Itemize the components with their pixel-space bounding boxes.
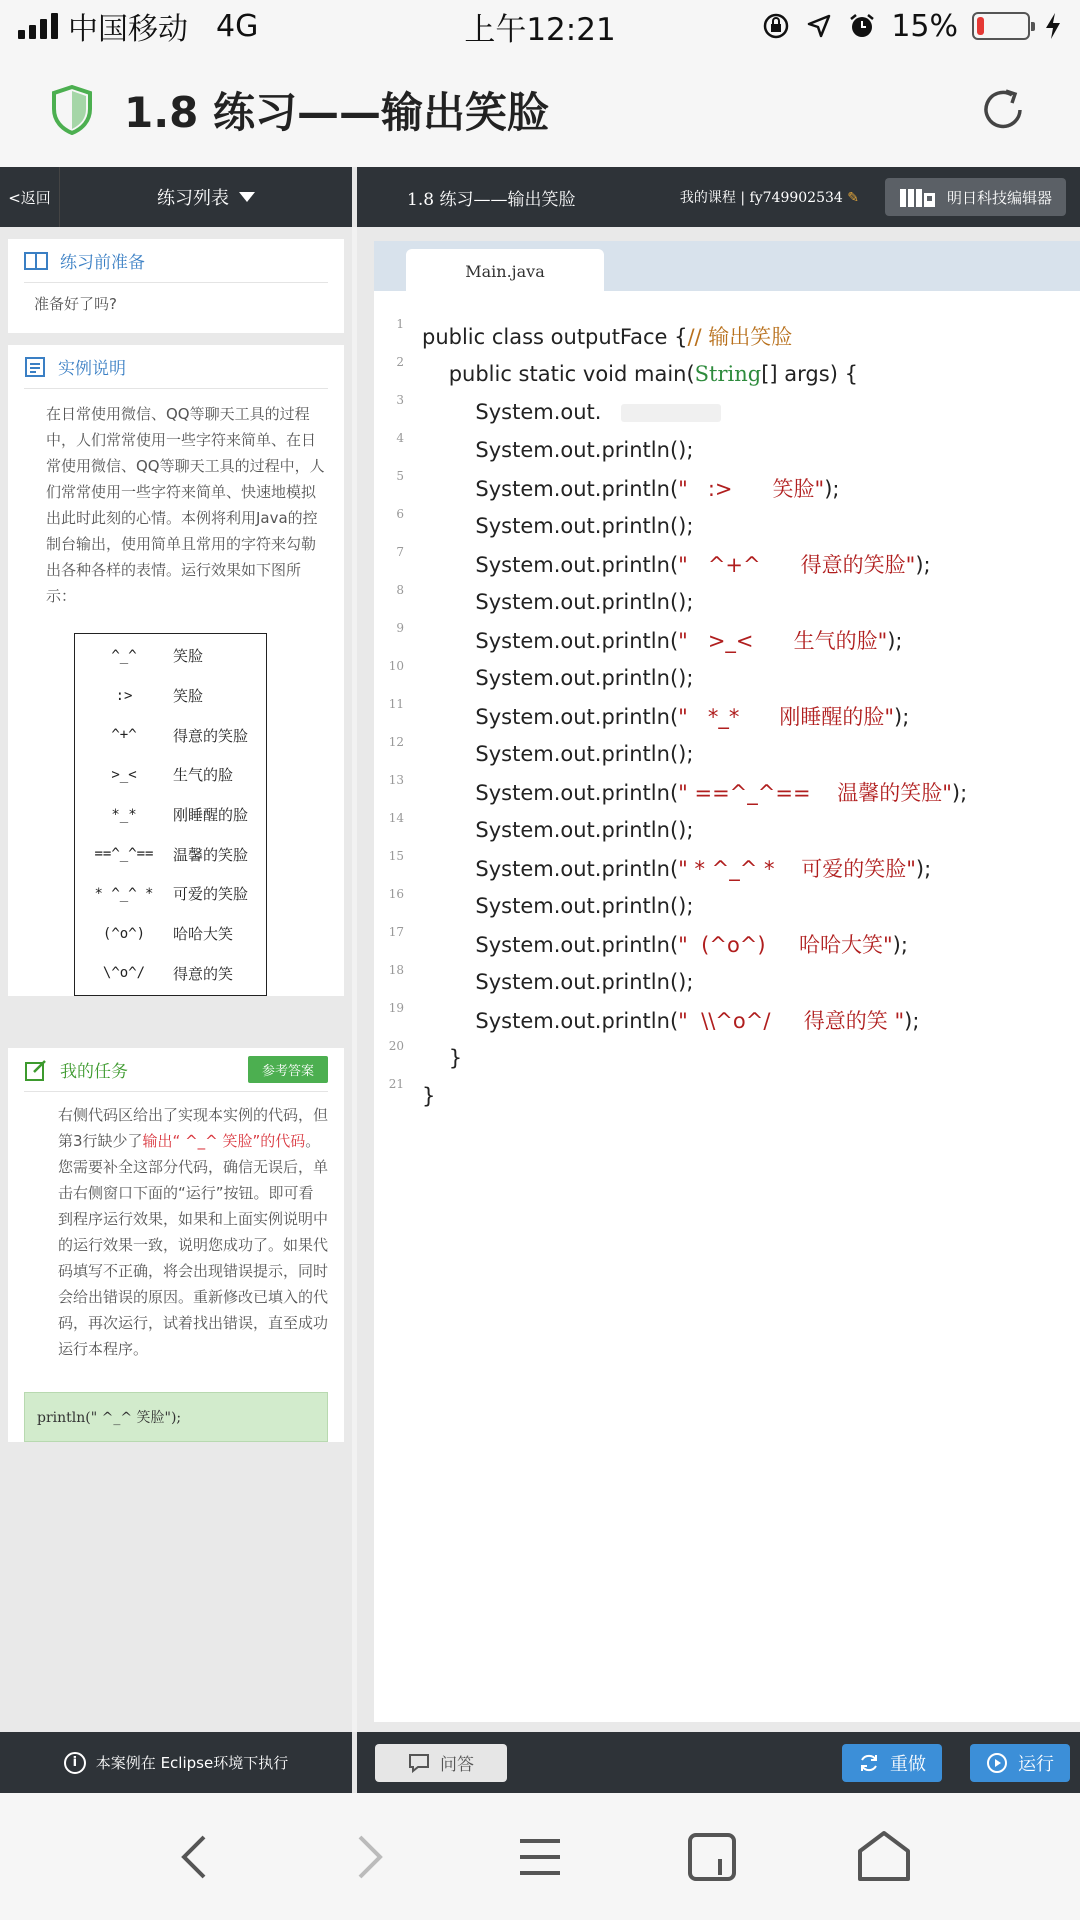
run-button[interactable] [970,1744,1070,1782]
code-token: ); [904,1009,920,1033]
face-description: 笑脸 [173,687,204,706]
line-number: 7 [396,545,404,559]
code-text [422,929,908,959]
code-line [374,925,1080,963]
face-description: 得意的笑 [173,964,234,983]
editor-label: 明日科技编辑器 [946,188,1052,207]
tab-main-java[interactable]: Main.java [406,249,604,293]
prep-card [8,239,344,333]
code-text [422,970,693,994]
code-line [374,887,1080,925]
code-text [422,1046,462,1070]
line-number: 17 [388,925,404,939]
line-number: 20 [388,1039,404,1053]
editor-tab-strip [374,241,1080,291]
code-token: System.out.println( [422,553,679,577]
line-number: 13 [388,773,404,787]
face-row [75,715,266,755]
code-text [422,590,693,614]
code-text [422,742,693,766]
face-description: 温馨的笑脸 [173,845,249,864]
face-symbol: >_< [111,766,137,783]
example-title: 实例说明 [58,359,126,379]
code-text [422,666,693,690]
code-text [422,894,693,918]
code-line [374,469,1080,507]
lesson-title: 1.8 练习——输出笑脸 [407,189,576,210]
edit-task-icon [24,1058,48,1082]
back-arrow-icon[interactable] [168,1829,224,1885]
play-circle-icon [986,1752,1008,1774]
task-text: 右侧代码区给出了实现本实例的代码，但第3行缺少了输出“ ^_^ 笑脸”的代码。您需要补全这部分代码，确信无误后，单击右侧窗口下面的“运行”按钮。即可看到程序运行效果，如果和上面实例说明中的运行效果一致，说明您成功了。如果代 码填写不正确，将会出现错误提示，同时会给出错误的原因。重新修改已填入的代码，再次运行，试着找出错误，直至成功运行本程序。 [58,1106,329,1359]
face-description: 得意的笑脸 [173,726,249,745]
code-token: ); [887,629,903,653]
code-text [422,362,858,386]
reference-answer-button[interactable]: 参考答案 [248,1056,328,1083]
code-text [422,625,903,655]
prep-title: 练习前准备 [60,253,145,273]
code-token: " \\^o^/ 得意的笑 " [678,1009,905,1033]
code-text [422,818,693,842]
line-number: 16 [388,887,404,901]
example-text: 在日常使用微信、QQ等聊天工具的过程中，人们常常使用一些字符来简单、在日常使用微信、QQ等聊天工具的过程中，人们常常使用一些字符来简单、快速地模拟出此时此刻的心情。本例将利用Java的控制台输出，使用简单且常用的字符来勾勒出各种各样的表情。运行效果如下图所示： [46,405,325,605]
code-token: " (^o^) 哈哈大笑" [678,933,893,957]
code-token: System.out.println( [422,477,679,501]
book-icon [24,251,48,271]
code-line [374,431,1080,469]
line-number: 18 [388,963,404,977]
code-token: System.out.println( [422,1009,679,1033]
code-line [374,545,1080,583]
code-line [374,1039,1080,1077]
face-symbol: * ^_^ * [94,885,154,902]
code-token: System.out.println(); [422,894,694,918]
clock: 上午12:21 [464,11,616,48]
code-token: " *_* 刚睡醒的脸" [678,705,895,729]
line-number: 8 [396,583,404,597]
code-token: System.out.println( [422,781,679,805]
line-number: 5 [396,469,404,483]
bottom-toolbar [0,1732,1080,1793]
code-line [374,1001,1080,1039]
face-symbol: ^+^ [111,727,137,744]
code-token: ); [915,857,932,881]
face-symbol: \^o^/ [102,965,146,982]
code-line [374,735,1080,773]
code-token: System.out.println(); [422,666,694,690]
home-icon[interactable] [856,1829,912,1885]
code-text [422,549,931,579]
code-token: " ^+^ 得意的笑脸" [678,553,916,577]
location-icon [805,12,833,40]
charging-bolt-icon [1044,11,1062,41]
code-text [422,438,693,462]
code-line [374,1077,1080,1115]
code-token: System.out.println( [422,705,679,729]
instructions-panel [0,227,352,1732]
task-card [8,1048,344,1442]
code-text [422,701,909,731]
app-top-bar [0,167,1080,227]
code-token: System.out. [422,400,602,424]
code-token: System.out.println(); [422,818,694,842]
code-line [374,355,1080,393]
code-token: } [422,1046,463,1070]
faces-table [74,633,267,996]
code-line [374,583,1080,621]
line-number: 9 [396,621,404,635]
mingri-logo-icon [899,185,937,209]
code-area[interactable] [374,291,1080,1722]
code-token: " ==^_^== 温馨的笑脸" [678,781,952,805]
line-number: 4 [396,431,404,445]
run-label: 运行 [1018,1753,1054,1775]
code-token: " * ^_^ * 可爱的笑脸" [678,857,916,881]
carrier-name: 中国移动 [68,12,188,47]
line-number: 14 [388,811,404,825]
code-token: ); [915,553,931,577]
code-token: // 输出笑脸 [687,325,793,349]
shield-icon [50,85,94,135]
line-number: 3 [396,393,404,407]
exercise-list-dropdown[interactable] [60,167,352,227]
battery-percent: 15% [891,8,958,44]
code-text [422,514,693,538]
code-token: System.out.println(); [422,742,694,766]
code-text [422,853,931,883]
line-number: 12 [388,735,404,749]
face-description: 笑脸 [173,647,204,666]
code-token: String [694,362,762,386]
editor-button[interactable] [885,178,1066,216]
code-token: System.out.println(); [422,438,694,462]
redo-button[interactable] [842,1744,942,1782]
line-number: 6 [396,507,404,521]
redo-label: 重做 [890,1753,926,1775]
environment-note: 本案例在 Eclipse环境下执行 [95,1754,289,1772]
face-description: 哈哈大笑 [173,925,234,944]
qa-button[interactable] [375,1744,507,1782]
tabs-icon[interactable] [684,1829,740,1885]
face-description: 可爱的笑脸 [173,885,249,904]
code-line [374,317,1080,355]
code-token: ); [892,933,908,957]
code-token: System.out.println( [422,629,679,653]
battery-icon [972,12,1030,40]
document-icon [24,356,46,378]
line-number: 19 [388,1001,404,1015]
code-editor-panel [357,227,1080,1732]
back-button[interactable]: <返回 [0,167,60,227]
code-line [374,811,1080,849]
line-number: 15 [388,849,404,863]
browser-title-bar [0,52,1080,167]
face-symbol: :> [115,687,133,704]
pen-icon: ✎ [847,190,859,206]
code-token: System.out.println( [422,857,679,881]
alarm-icon [847,11,877,41]
face-row [75,755,266,795]
code-token: [] args) { [761,362,858,386]
example-card [8,345,344,996]
face-description: 刚睡醒的脸 [173,806,249,825]
line-number: 1 [396,317,404,331]
line-number: 11 [388,697,404,711]
face-symbol: *_* [111,806,137,823]
user-course-link[interactable] [680,187,859,207]
code-blank-input[interactable] [621,404,721,422]
line-number: 2 [396,355,404,369]
user-course-text: 我的课程 | fy749902534 [679,190,843,206]
code-token: System.out.println(); [422,514,694,538]
code-text [422,321,792,351]
code-line [374,849,1080,887]
code-text [422,400,721,424]
code-line [374,773,1080,811]
code-token: " :> 笑脸" [678,477,825,501]
face-row [75,795,266,835]
code-token: System.out.println(); [422,970,694,994]
face-row [75,914,266,954]
rotation-lock-icon [761,11,791,41]
qa-label: 问答 [440,1755,474,1775]
code-line [374,659,1080,697]
face-symbol: (^o^) [102,925,146,942]
chat-bubble-icon [408,1753,430,1773]
code-line [374,507,1080,545]
code-token: ); [824,477,840,501]
code-text [422,777,967,807]
code-token: } [422,1084,436,1108]
code-line [374,697,1080,735]
forward-arrow-icon[interactable] [340,1829,396,1885]
task-title: 我的任务 [60,1062,128,1083]
line-number: 21 [388,1077,404,1091]
code-line [374,393,1080,431]
code-text [422,1005,919,1035]
task-highlight: 输出“ ^_^ 笑脸”的代码 [142,1132,306,1151]
page-title: 1.8 练习——输出笑脸 [124,87,550,137]
face-row [75,954,266,994]
code-token: " >_< 生气的脸" [678,629,888,653]
code-line [374,621,1080,659]
line-number: 10 [388,659,404,673]
code-token: public class outputFace { [422,325,688,349]
info-icon: i [64,1752,86,1774]
face-row [75,874,266,914]
code-text [422,473,840,503]
code-token: System.out.println( [422,933,679,957]
face-symbol: ==^_^== [94,846,154,863]
code-text [422,1084,435,1108]
face-row [75,676,266,716]
menu-icon[interactable] [512,1829,568,1885]
face-symbol: ^_^ [111,647,137,664]
reload-icon[interactable] [976,83,1030,137]
code-token: ); [951,781,968,805]
code-token: public static void main( [422,362,695,386]
refresh-icon [858,1752,880,1774]
answer-code-box: println(" ^_^ 笑脸"); [24,1392,328,1442]
exercise-list-label: 练习列表 [157,188,229,209]
network-type: 4G [216,8,259,44]
code-line [374,963,1080,1001]
code-token: ); [894,705,910,729]
browser-nav-bar [0,1793,1080,1920]
face-description: 生气的脸 [173,766,234,785]
status-bar [0,0,1080,52]
dropdown-arrow-icon [239,192,255,202]
face-row [75,636,266,676]
face-row [75,834,266,874]
prep-text: 准备好了吗? [34,295,117,313]
code-token: System.out.println(); [422,590,694,614]
